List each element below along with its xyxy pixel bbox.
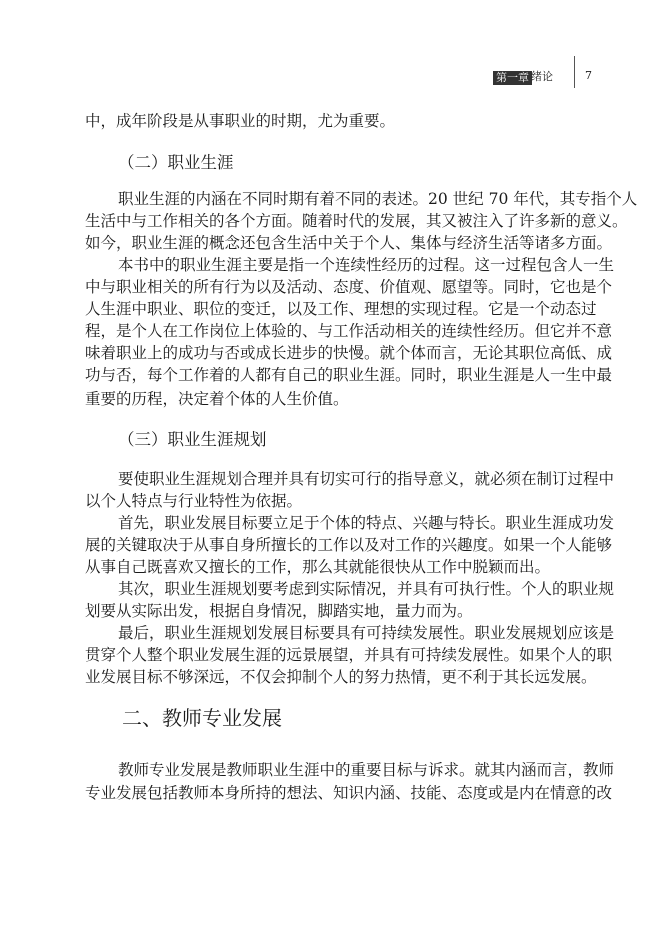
text-line: 要使职业生涯规划合理并具有切实可行的指导意义，就必须在制订过程中 [118,470,615,488]
text-line: 贯穿个人整个职业发展生涯的远景展望，并具有可持续发展性。如果个人的职 [85,646,613,664]
text-line: 展的关键取决于从事自身所擅长的工作以及对工作的兴趣度。如果一个人能够 [85,536,613,554]
text-line: 味着职业上的成功与否或成长进步的快慢。就个体而言，无论其职位高低、成 [85,344,613,362]
text-line: 划要从实际出发，根据自身情况，脚踏实地，量力而为。 [85,602,473,620]
text-line: 功与否，每个工作着的人都有自己的职业生涯。同时，职业生涯是人一生中最 [85,366,613,384]
text-line: 首先，职业发展目标要立足于个体的特点、兴趣与特长。职业生涯成功发 [118,514,615,532]
text-line: 以个人特点与行业特性为依据。 [85,492,303,510]
subsection-heading: （二）职业生涯 [118,153,234,172]
text-line: 从事自己既喜欢又擅长的工作，那么其就能很快从工作中脱颖而出。 [85,558,551,576]
text-line: 程，是个人在工作岗位上体验的、与工作活动相关的连续性经历。但它并不意 [85,322,613,340]
header-divider [574,56,575,88]
subsection-heading: （三）职业生涯规划 [118,430,267,449]
text-line: 生活中与工作相关的各个方面。随着时代的发展，其又被注入了许多新的意义。 [85,212,628,230]
running-header [0,66,661,90]
text-line: 职业生涯的内涵在不同时期有着不同的表述。20 世纪 70 年代，其专指个人 [118,190,638,208]
section-heading: 二、教师专业发展 [122,706,282,730]
text-line: 中与职业相关的所有行为以及活动、态度、价值观、愿望等。同时，它也是个 [85,278,613,296]
text-line: 中，成年阶段是从事职业的时期，尤为重要。 [85,112,396,130]
text-line: 如今，职业生涯的概念还包含生活中关于个人、集体与经济生活等诸多方面。 [85,234,613,252]
text-line: 其次，职业生涯规划要考虑到实际情况，并具有可执行性。个人的职业规 [118,580,615,598]
chapter-label: 第一章 [493,71,532,85]
page-number: 7 [585,69,592,82]
text-line: 本书中的职业生涯主要是指一个连续性经历的过程。这一过程包含人一生 [118,256,615,274]
text-line: 最后，职业生涯规划发展目标要具有可持续发展性。职业发展规划应该是 [118,624,615,642]
text-line: 教师专业发展是教师职业生涯中的重要目标与诉求。就其内涵而言，教师 [118,761,615,779]
chapter-title: 绪论 [531,70,553,83]
text-line: 人生涯中职业、职位的变迁，以及工作、理想的实现过程。它是一个动态过 [85,300,597,318]
text-line: 业发展目标不够深远，不仅会抑制个人的努力热情，更不利于其长远发展。 [85,668,597,686]
text-line: 重要的历程，决定着个体的人生价值。 [85,390,349,408]
text-line: 专业发展包括教师本身所持的想法、知识内涵、技能、态度或是内在情意的改 [85,784,613,802]
